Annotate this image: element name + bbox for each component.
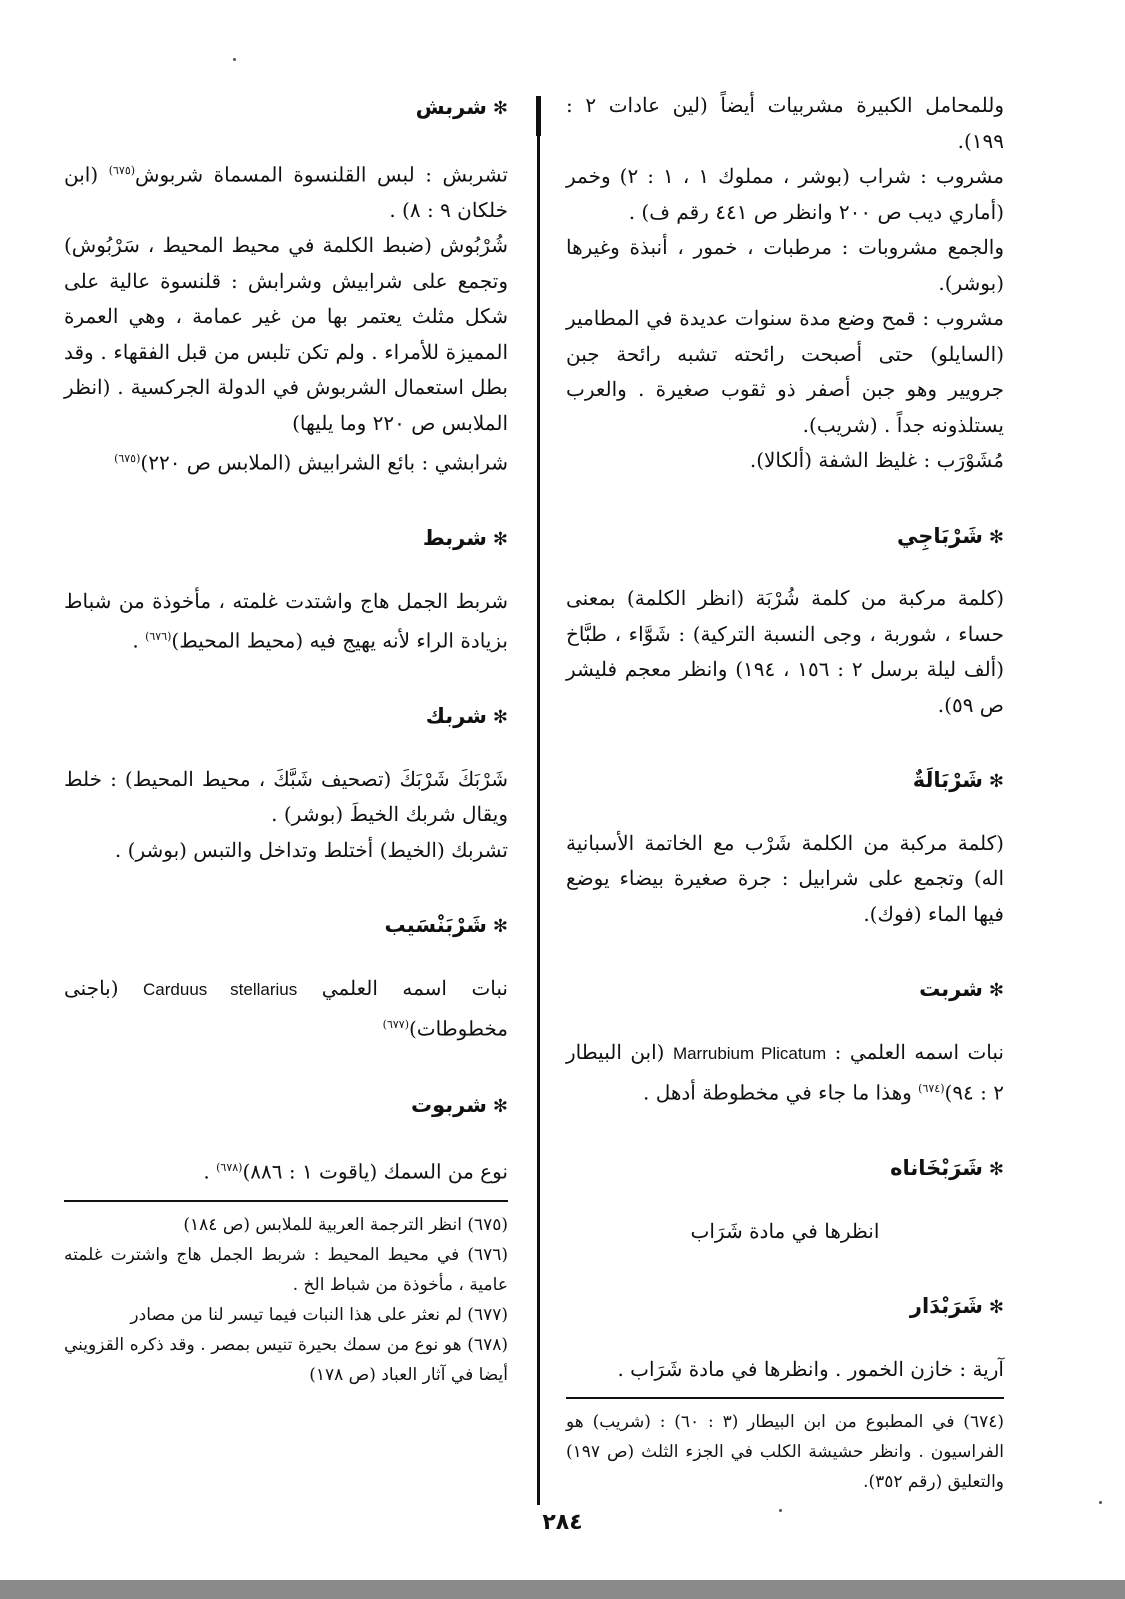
footnote-rule xyxy=(566,1397,1004,1399)
asterisk-icon: ✻ xyxy=(492,1095,508,1117)
entry-text: شُرْبُوش (ضبط الكلمة في محيط المحيط ، سَرْبُوش) وتجمع على شرابيش وشرابش : قلنسوة عالية على شكل مثلث يعتمر بها من غير عمامة ، وهي العمرة المميزة للأمراء . ولم تكن تلبس من قبل الفقهاء . وقد بطل استعمال الشربوش في الدولة الجركسية . (انظر الملابس ص ٢٢٠ وما يليها) xyxy=(64,233,508,435)
spacer xyxy=(566,1188,1004,1214)
footnote-ref: (٦٧٧) xyxy=(382,1018,409,1032)
scientific-name: Marrubium Plicatum xyxy=(672,1043,827,1063)
entry-text: مشروب : شراب (بوشر ، مملوك ١ ، ١ : ٢) وخمر (أماري ديب ص ٢٠٠ وانظر ص ٤٤١ رقم ف) . xyxy=(566,164,1005,224)
entry-text xyxy=(64,971,508,1048)
entry-text: وللمحامل الكبيرة مشربيات أيضاً (لين عادات ٢ : ١٩٩). xyxy=(566,93,1004,153)
asterisk-icon: ✻ xyxy=(988,1159,1004,1181)
spacer xyxy=(566,800,1004,826)
entry-text: مُشَوْرَب : غليظ الشفة (ألكالا). xyxy=(749,448,1004,472)
asterisk-icon: ✻ xyxy=(988,980,1004,1001)
entry-text-part: نبات اسمه العلمي xyxy=(297,975,508,1000)
entry-text-part: (ابن البيطار ٢ : ٩٤) xyxy=(566,1039,1004,1105)
page-number: ٢٨٤ xyxy=(542,1510,583,1535)
right-column xyxy=(566,88,1004,1497)
left-column xyxy=(64,90,508,1390)
entry-text: انظرها في مادة شَرَاب xyxy=(690,1218,880,1243)
spacer xyxy=(64,736,508,762)
spacer xyxy=(566,479,1004,519)
entry-heading-text: شَرَبْدَار xyxy=(909,1294,983,1319)
entry-text: تشربك (الخيط) أختلط وتداخل والتبس (بوشر) . xyxy=(114,837,508,862)
scan-speck xyxy=(779,1509,782,1512)
spacer xyxy=(566,723,1004,763)
entry-text-part: . xyxy=(203,1159,217,1184)
entry-text: والجمع مشروبات : مرطبات ، خمور ، أنبذة وغيرها (بوشر). xyxy=(566,235,1004,295)
footnote-rule xyxy=(64,1200,508,1202)
spacer xyxy=(566,1249,1004,1289)
spacer xyxy=(64,1124,508,1150)
asterisk-icon: ✻ xyxy=(988,1297,1004,1319)
entry-text-part: وهذا ما جاء في مخطوطة أدهل . xyxy=(642,1080,919,1105)
entry-heading-text: شربش xyxy=(415,95,487,119)
footnote-ref: (٦٧٥) xyxy=(114,452,141,466)
left-footnotes xyxy=(64,1210,508,1390)
spacer xyxy=(566,555,1004,581)
entry-text-part: شربط الجمل هاج واشتدت غلمته ، مأخوذة من شباط بزيادة الراء لأنه يهيج فيه (محيط المحيط) xyxy=(64,588,508,653)
asterisk-icon: ✻ xyxy=(492,707,508,729)
footnote-ref: (٦٧٤) xyxy=(918,1082,945,1095)
footnote-ref: (٦٧٨) xyxy=(216,1161,243,1175)
asterisk-icon: ✻ xyxy=(492,529,508,551)
footnote: (٦٧٧) لم نعثر على هذا النبات فيما تيسر لنا من مصادر xyxy=(130,1305,508,1326)
entry-heading xyxy=(566,1151,1004,1188)
entry-heading xyxy=(566,519,1004,556)
entry-heading xyxy=(566,972,1004,1009)
entry-heading-text: شربط xyxy=(422,526,487,551)
spacer xyxy=(566,1111,1004,1151)
column-divider-top xyxy=(536,96,541,136)
entry-text-part: نبات اسمه العلمي : xyxy=(826,1039,1004,1064)
footnote: (٦٧٤) في المطبوع من ابن البيطار (٣ : ٦٠) : (شريب) هو الفراسيون . وانظر حشيشة الكلب في الجزء الثلث (ص ١٩٧) والتعليق (رقم ٣٥٢). xyxy=(566,1412,1004,1493)
entry-heading-text: شربوت xyxy=(411,1092,487,1117)
column-divider xyxy=(537,100,540,1505)
footnote: (٦٧٦) في محيط المحيط : شربط الجمل هاج واشترت غلمته عامية ، مأخوذة من شباط الخ . xyxy=(64,1245,508,1296)
entry-heading-text: شربك xyxy=(425,704,487,729)
entry-text-part: نوع من السمك (ياقوت ١ : ٨٨٦) xyxy=(242,1159,508,1184)
spacer xyxy=(64,659,508,699)
entry-text-part: تشربش : لبس القلنسوة المسماة شربوش xyxy=(135,162,508,187)
entry-heading-text: شَرَبْخَاناه xyxy=(890,1156,983,1181)
right-column-body xyxy=(566,88,1004,1387)
entry-heading xyxy=(566,763,1004,800)
spacer xyxy=(64,945,508,971)
asterisk-icon: ✻ xyxy=(492,98,508,119)
footnote-ref: (٦٧٦) xyxy=(145,630,172,644)
entry-heading-text: شَرْبَالَةٌ xyxy=(912,768,983,792)
footnote: (٦٧٥) انظر الترجمة العربية للملابس (ص ١٨٤) xyxy=(183,1215,508,1236)
scan-edge xyxy=(0,1580,1125,1599)
left-column-body xyxy=(64,90,508,1190)
entry-text-part: شرابشي : بائع الشرابيش (الملابس ص ٢٢٠) xyxy=(140,450,508,475)
entry-heading xyxy=(64,90,508,127)
entry-text: (كلمة مركبة من كلمة شُرْبَة (انظر الكلمة) بمعنى حساء ، شوربة ، وجى النسبة التركية) : شَوَّاء ، طبَّاخ (ألف ليلة برسل ٢ : ١٥٦ ، ١٩٤) وانظر معجم فليشر ص ٥٩). xyxy=(566,586,1005,717)
entry-text xyxy=(64,441,508,481)
scan-speck xyxy=(233,58,236,61)
scan-speck xyxy=(1099,1501,1102,1504)
spacer xyxy=(64,481,508,521)
scientific-name: Carduus stellarius xyxy=(143,979,298,999)
entry-heading xyxy=(64,699,508,736)
spacer xyxy=(64,558,508,584)
footnote-ref: (٦٧٥) xyxy=(108,163,136,177)
entry-text: آرية : خازن الخمور . وانظرها في مادة شَرَاب . xyxy=(617,1356,1004,1381)
right-footnotes xyxy=(566,1407,1004,1497)
entry-text-part: (باجنى مخطوطات) xyxy=(64,975,508,1042)
entry-text-part: (ابن خلكان ٩ : ٨) . xyxy=(64,162,508,222)
spacer xyxy=(566,1326,1004,1352)
entry-heading xyxy=(64,908,508,945)
spacer xyxy=(64,127,508,153)
entry-text xyxy=(566,1035,1004,1112)
spacer xyxy=(566,932,1004,972)
entry-text xyxy=(64,1150,508,1190)
entry-heading-text: شَرْبَنْسَيب xyxy=(384,913,487,938)
entry-text xyxy=(64,584,508,660)
spacer xyxy=(566,1009,1004,1035)
asterisk-icon: ✻ xyxy=(492,916,508,938)
entry-heading xyxy=(64,1088,508,1125)
spacer xyxy=(64,868,508,908)
asterisk-icon: ✻ xyxy=(988,771,1004,792)
entry-text: مشروب : قمح وضع مدة سنوات عديدة في المطامير (السايلو) حتى أصبحت رائحته تشبه رائحة جبن جرويير وهو جبن أصفر ذو ثقوب صغيرة . والعرب يستلذونه جداً . (شريب). xyxy=(566,306,1004,437)
asterisk-icon: ✻ xyxy=(988,526,1004,548)
entry-text: (كلمة مركبة من الكلمة شَرْب مع الخاتمة الأسبانية اله) وتجمع على شرابيل : جرة صغيرة بيضاء يوضع فيها الماء (فوك). xyxy=(566,830,1004,926)
entry-heading xyxy=(64,521,508,558)
entry-heading xyxy=(566,1289,1004,1326)
entry-heading-text: شربت xyxy=(919,977,983,1001)
footnote: (٦٧٨) هو نوع من سمك بحيرة تنيس بمصر . وقد ذكره القزويني أيضا في آثار العباد (ص ١٧٨) xyxy=(64,1335,508,1386)
entry-text xyxy=(64,153,508,229)
entry-heading-text: شَرْبَاجِي xyxy=(897,523,983,548)
spacer xyxy=(64,1048,508,1088)
entry-text: شَرْبَكَ شَرْبَكَ (تصحيف شَبَّكَ ، محيط المحيط) : خلط ويقال شربك الخيطَ (بوشر) . xyxy=(64,766,508,827)
entry-text-part: . xyxy=(132,628,146,653)
